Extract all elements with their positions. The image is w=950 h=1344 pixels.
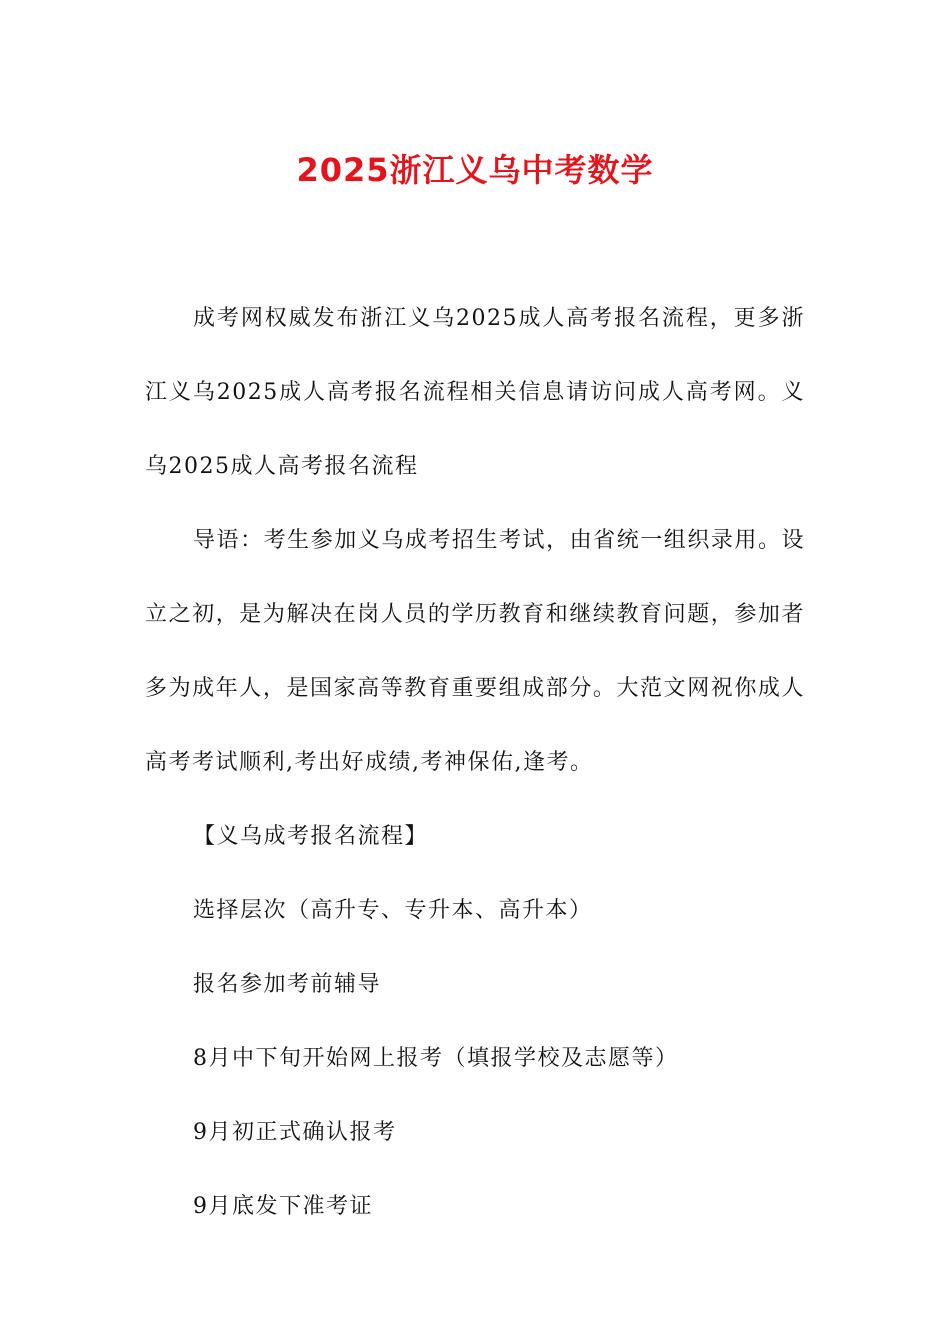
document-title: 2025浙江义乌中考数学 xyxy=(296,151,654,189)
paragraph-intro: 成考网权威发布浙江义乌2025成人高考报名流程，更多浙江义乌2025成人高考报名流程相关信息请访问成人高考网。义乌2025成人高考报名流程 xyxy=(145,306,805,479)
list-item: 9月初正式确认报考 xyxy=(193,1120,397,1145)
list-item: 选择层次（高升专、专升本、高升本） xyxy=(193,898,593,923)
list-item: 9月底发下准考证 xyxy=(193,1194,373,1219)
list-item: 报名参加考前辅导 xyxy=(193,972,382,997)
section-heading: 【义乌成考报名流程】 xyxy=(193,824,429,849)
list-item: 8月中下旬开始网上报考（填报学校及志愿等） xyxy=(193,1046,679,1071)
paragraph-guide: 导语：考生参加义乌成考招生考试，由省统一组织录用。设立之初，是为解决在岗人员的学历教育和继续教育问题，参加者多为成年人，是国家高等教育重要组成部分。大范文网祝你成人高考考试顺利,考出好成绩,考神保佑,逢考。 xyxy=(145,528,805,775)
document-body xyxy=(145,282,805,1244)
